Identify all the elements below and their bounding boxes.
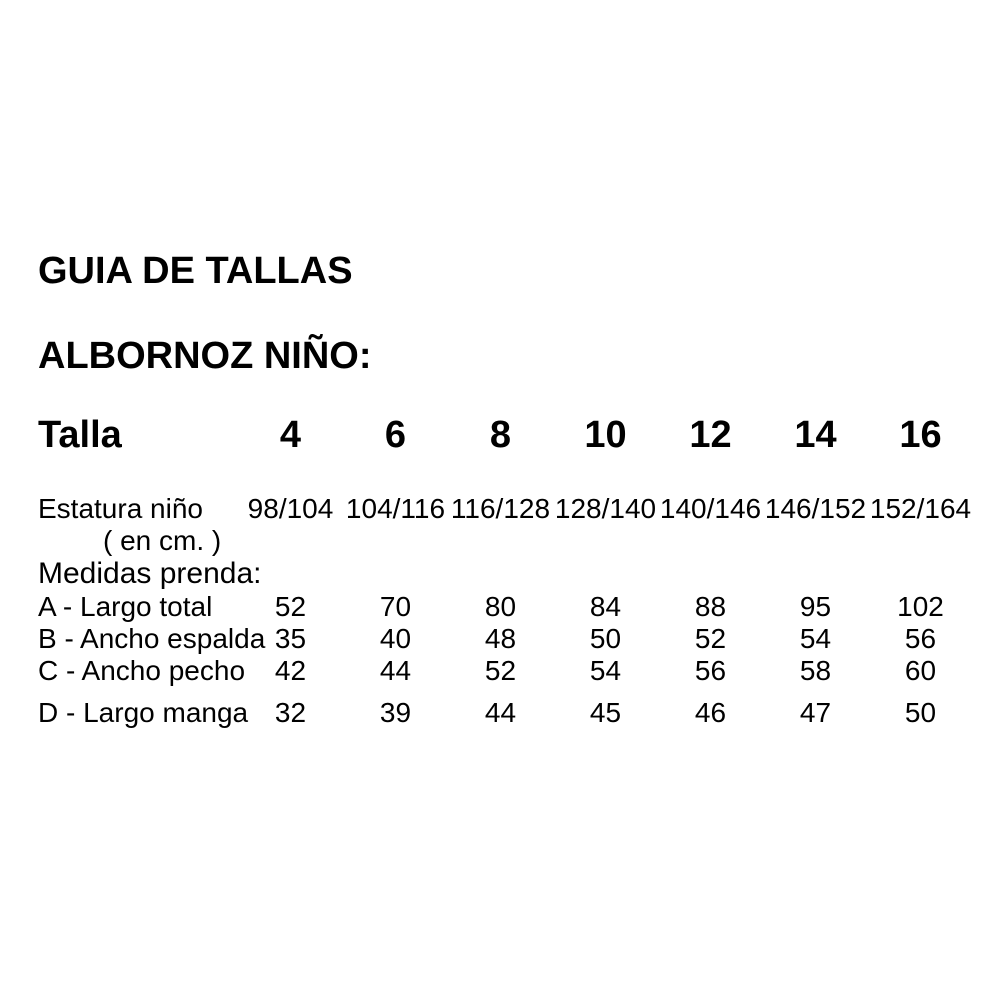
- estatura-units-row: [38, 525, 973, 557]
- row-value: 56: [694, 655, 727, 686]
- size-header-row: [38, 413, 973, 457]
- size-table: [38, 413, 973, 729]
- row-value: 56: [904, 623, 937, 654]
- row-value: 88: [694, 591, 727, 622]
- row-value: 58: [799, 655, 832, 686]
- row-value: 52: [484, 655, 517, 686]
- row-value: 102: [897, 591, 944, 622]
- table-row-largo-total: [38, 591, 973, 623]
- medidas-section-label: Medidas prenda:: [38, 557, 262, 590]
- estatura-value: 146/152: [764, 493, 867, 524]
- estatura-value: 98/104: [247, 493, 334, 524]
- estatura-label: Estatura niño: [38, 493, 203, 524]
- row-label: B - Ancho espalda: [38, 623, 266, 654]
- estatura-value: 116/128: [450, 493, 551, 524]
- talla-header-label: Talla: [38, 414, 122, 456]
- table-row-largo-manga: [38, 697, 973, 729]
- row-value: 52: [694, 623, 727, 654]
- row-value: 44: [484, 697, 517, 728]
- row-value: 40: [379, 623, 412, 654]
- row-value: 42: [274, 655, 307, 686]
- estatura-row: [38, 493, 973, 525]
- row-value: 54: [589, 655, 622, 686]
- size-col-header-10: 10: [584, 414, 627, 456]
- size-col-header-14: 14: [794, 414, 837, 456]
- row-value: 32: [274, 697, 307, 728]
- row-value: 60: [904, 655, 937, 686]
- product-title: ALBORNOZ NIÑO:: [38, 335, 372, 377]
- size-col-header-6: 6: [384, 414, 407, 456]
- table-row-ancho-espalda: [38, 623, 973, 655]
- row-value: 54: [799, 623, 832, 654]
- row-value: 46: [694, 697, 727, 728]
- row-value: 45: [589, 697, 622, 728]
- row-value: 84: [589, 591, 622, 622]
- row-value: 48: [484, 623, 517, 654]
- row-value: 52: [274, 591, 307, 622]
- row-label: A - Largo total: [38, 591, 213, 622]
- size-col-header-12: 12: [689, 414, 732, 456]
- size-col-header-4: 4: [279, 414, 302, 456]
- estatura-units-label: ( en cm. ): [103, 525, 222, 556]
- row-value: 50: [904, 697, 937, 728]
- row-value: 47: [799, 697, 832, 728]
- estatura-value: 140/146: [659, 493, 762, 524]
- row-value: 50: [589, 623, 622, 654]
- estatura-value: 128/140: [554, 493, 657, 524]
- row-value: 80: [484, 591, 517, 622]
- row-value: 44: [379, 655, 412, 686]
- row-value: 35: [274, 623, 307, 654]
- table-row-ancho-pecho: [38, 655, 973, 687]
- size-col-header-16: 16: [899, 414, 942, 456]
- row-value: 95: [799, 591, 832, 622]
- size-col-header-8: 8: [489, 414, 512, 456]
- row-label: D - Largo manga: [38, 697, 249, 728]
- row-label: C - Ancho pecho: [38, 655, 246, 686]
- estatura-value: 104/116: [345, 493, 446, 524]
- page-title: GUIA DE TALLAS: [38, 250, 353, 292]
- row-value: 70: [379, 591, 412, 622]
- medidas-section-row: [38, 557, 973, 591]
- row-value: 39: [379, 697, 412, 728]
- estatura-value: 152/164: [869, 493, 972, 524]
